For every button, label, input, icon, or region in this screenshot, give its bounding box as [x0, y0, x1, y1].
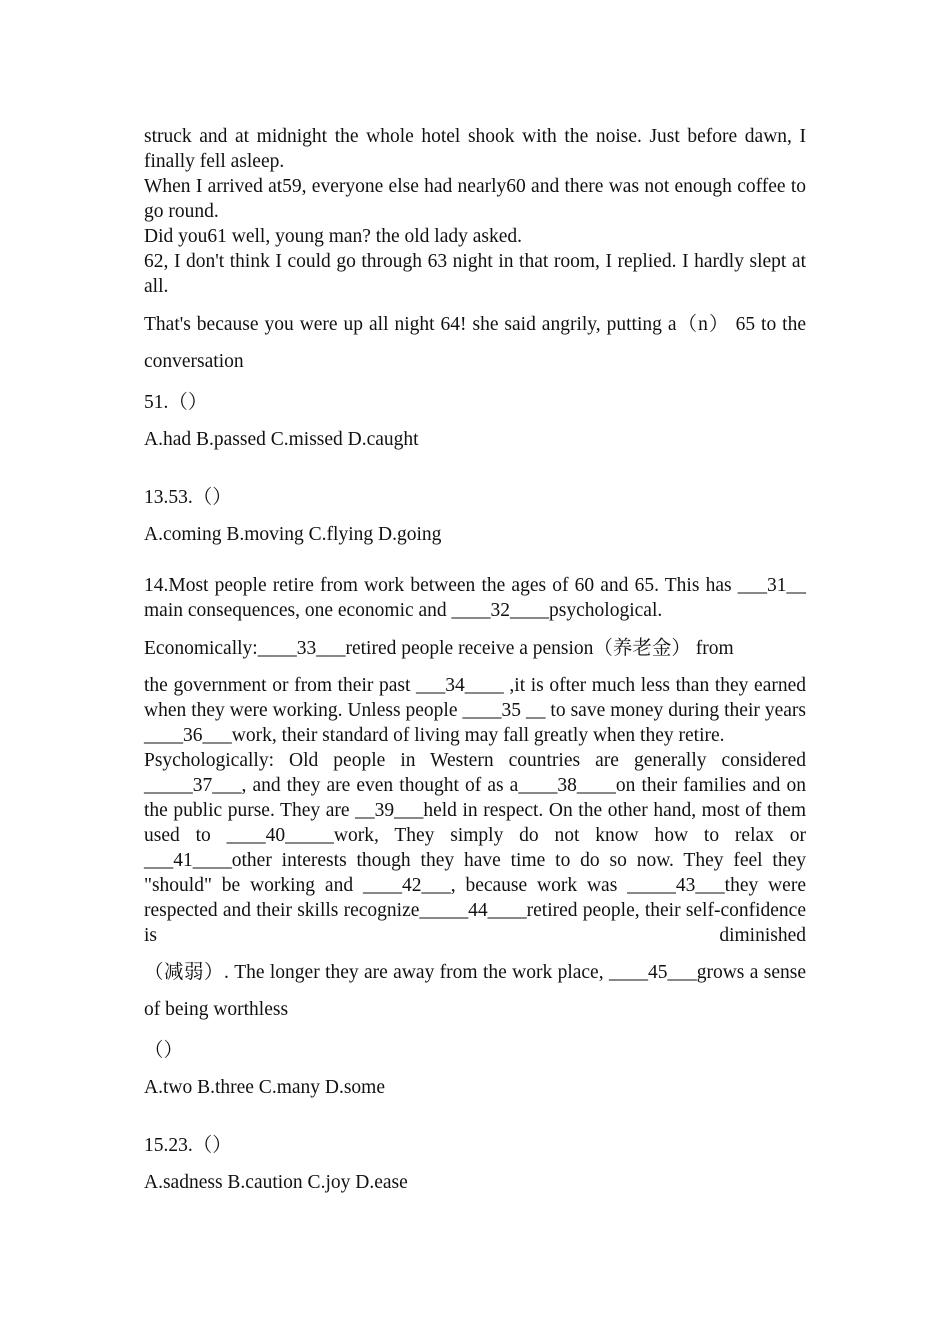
- question-options: A.sadness B.caution C.joy D.ease: [144, 1172, 408, 1193]
- question-stem: 51.（）: [144, 392, 208, 413]
- passage-paragraph: the government or from their past ___34____ ,it is ofter much less than they earned when they were working. Unless people ____35 __ to save money during their years ____36___work, their standard of living may fall greatly when they retire.: [144, 675, 806, 746]
- passage-line: When I arrived at59, everyone else had nearly60 and there was not enough coffee to go round.: [144, 176, 806, 222]
- passage-line: 62, I don't think I could go through 63 night in that room, I replied. I hardly slept at all.: [144, 251, 806, 297]
- passage-paragraph: 14.Most people retire from work between the ages of 60 and 65. This has ___31__ main consequences, one economic and ____32____psychological.: [144, 575, 806, 621]
- document-page: [144, 124, 806, 1195]
- question-options: A.had B.passed C.missed D.caught: [144, 429, 419, 450]
- passage-paragraph: （减弱）. The longer they are away from the work place, ____45___grows a sense of being worthless: [144, 962, 806, 1020]
- question-stem: 15.23.（）: [144, 1135, 232, 1156]
- passage-paragraph: Psychologically: Old people in Western countries are generally considered _____37___, and they are even thought of as a____38____on their families and on the public purse. They are __39___held in respect. On the other hand, most of them used to ____40_____work, They simply do not know how to relax or ___41____other interests though they have time to do so now. They feel they "should" be working and ____42___, because work was _____43___they were respected and their skills recognize_____44____retired people, their self-confidence is diminished: [144, 750, 806, 946]
- question-stem: （）: [144, 1040, 184, 1061]
- passage-line: struck and at midnight the whole hotel shook with the noise. Just before dawn, I finally fell asleep.: [144, 126, 806, 172]
- question-options: A.two B.three C.many D.some: [144, 1077, 386, 1098]
- passage-line: That's because you were up all night 64! she said angrily, putting a（n） 65 to the conversation: [144, 314, 806, 372]
- passage-line: Did you61 well, young man? the old lady asked.: [144, 226, 523, 247]
- question-stem: 13.53.（）: [144, 487, 232, 508]
- question-options: A.coming B.moving C.flying D.going: [144, 524, 442, 545]
- passage-paragraph: Economically:____33___retired people receive a pension（养老金） from: [144, 638, 734, 659]
